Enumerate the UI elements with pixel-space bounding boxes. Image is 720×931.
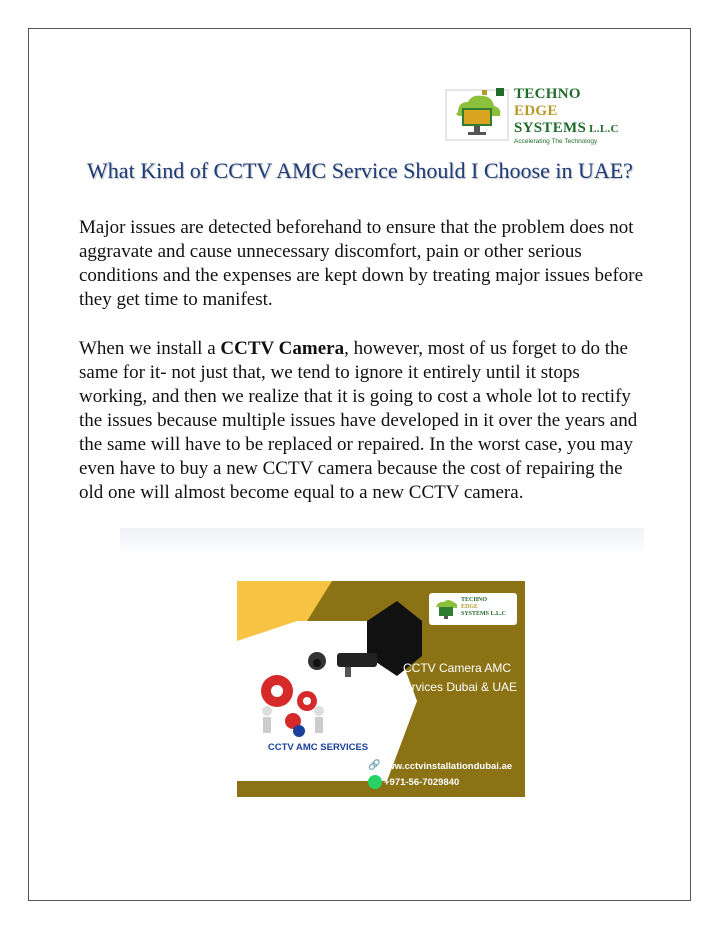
promo-phone: +971-56-7029840 [384, 777, 460, 788]
promo-logo-systems: SYSTEMS [461, 611, 490, 617]
paragraph-2-rest: , however, most of us forget to do the same for it- not just that, we tend to ignore it entirely until it stops working, and then we realize that it is going to cost a whole lot to rectify the issues because multiple issues have developed in it over the years and the same will have to be replaced or repaired. In the worst case, you may even have to buy a new CCTV camera because the cost of repairing the old one will almost become equal to a new CCTV camera. [79, 338, 638, 503]
promo-logo-mark-icon [432, 595, 460, 623]
page-title: What Kind of CCTV AMC Service Should I Choose in UAE? [87, 158, 633, 183]
text-shadow-band [120, 528, 644, 552]
promo-heading-line1: CCTV Camera AMC [402, 661, 512, 675]
cloud-computer-icon [444, 86, 512, 144]
logo-systems-text: SYSTEMS [514, 120, 587, 136]
link-icon: 🔗 [368, 760, 381, 771]
promo-logo-line1: TECHNO [461, 597, 488, 603]
promo-logo-line3 [461, 611, 506, 618]
logo-line-systems [514, 120, 619, 138]
promo-banner-image [237, 581, 525, 797]
promo-logo-suffix: L.L.C [490, 611, 506, 617]
company-logo [444, 86, 634, 146]
promo-heading [395, 659, 519, 697]
logo-line-techno: TECHNO [514, 86, 581, 102]
promo-website: www.cctvinstallationdubai.ae [380, 761, 513, 772]
promo-logo-text [461, 597, 506, 618]
promo-heading-line2: Services Dubai & UAE [396, 680, 518, 694]
logo-tagline: Accelerating The Technology [514, 138, 598, 145]
promo-logo-line2: EDGE [461, 604, 479, 610]
paragraph-1: Major issues are detected beforehand to ensure that the problem does not aggravate and cause unnecessary discomfort, pain or other serious conditions and the expenses are kept down by treating major issues before they get time to manifest. [79, 217, 644, 310]
whatsapp-icon [368, 775, 382, 789]
promo-logo [429, 593, 517, 625]
logo-suffix: L.L.C [589, 123, 619, 135]
promo-ribbon: CCTV AMC SERVICES [259, 741, 377, 755]
logo-line-edge: EDGE [514, 103, 558, 119]
paragraph-2-bold-term: CCTV Camera [220, 338, 345, 359]
paragraph-2-start: When we install a [79, 338, 221, 359]
paragraph-2 [79, 337, 649, 505]
